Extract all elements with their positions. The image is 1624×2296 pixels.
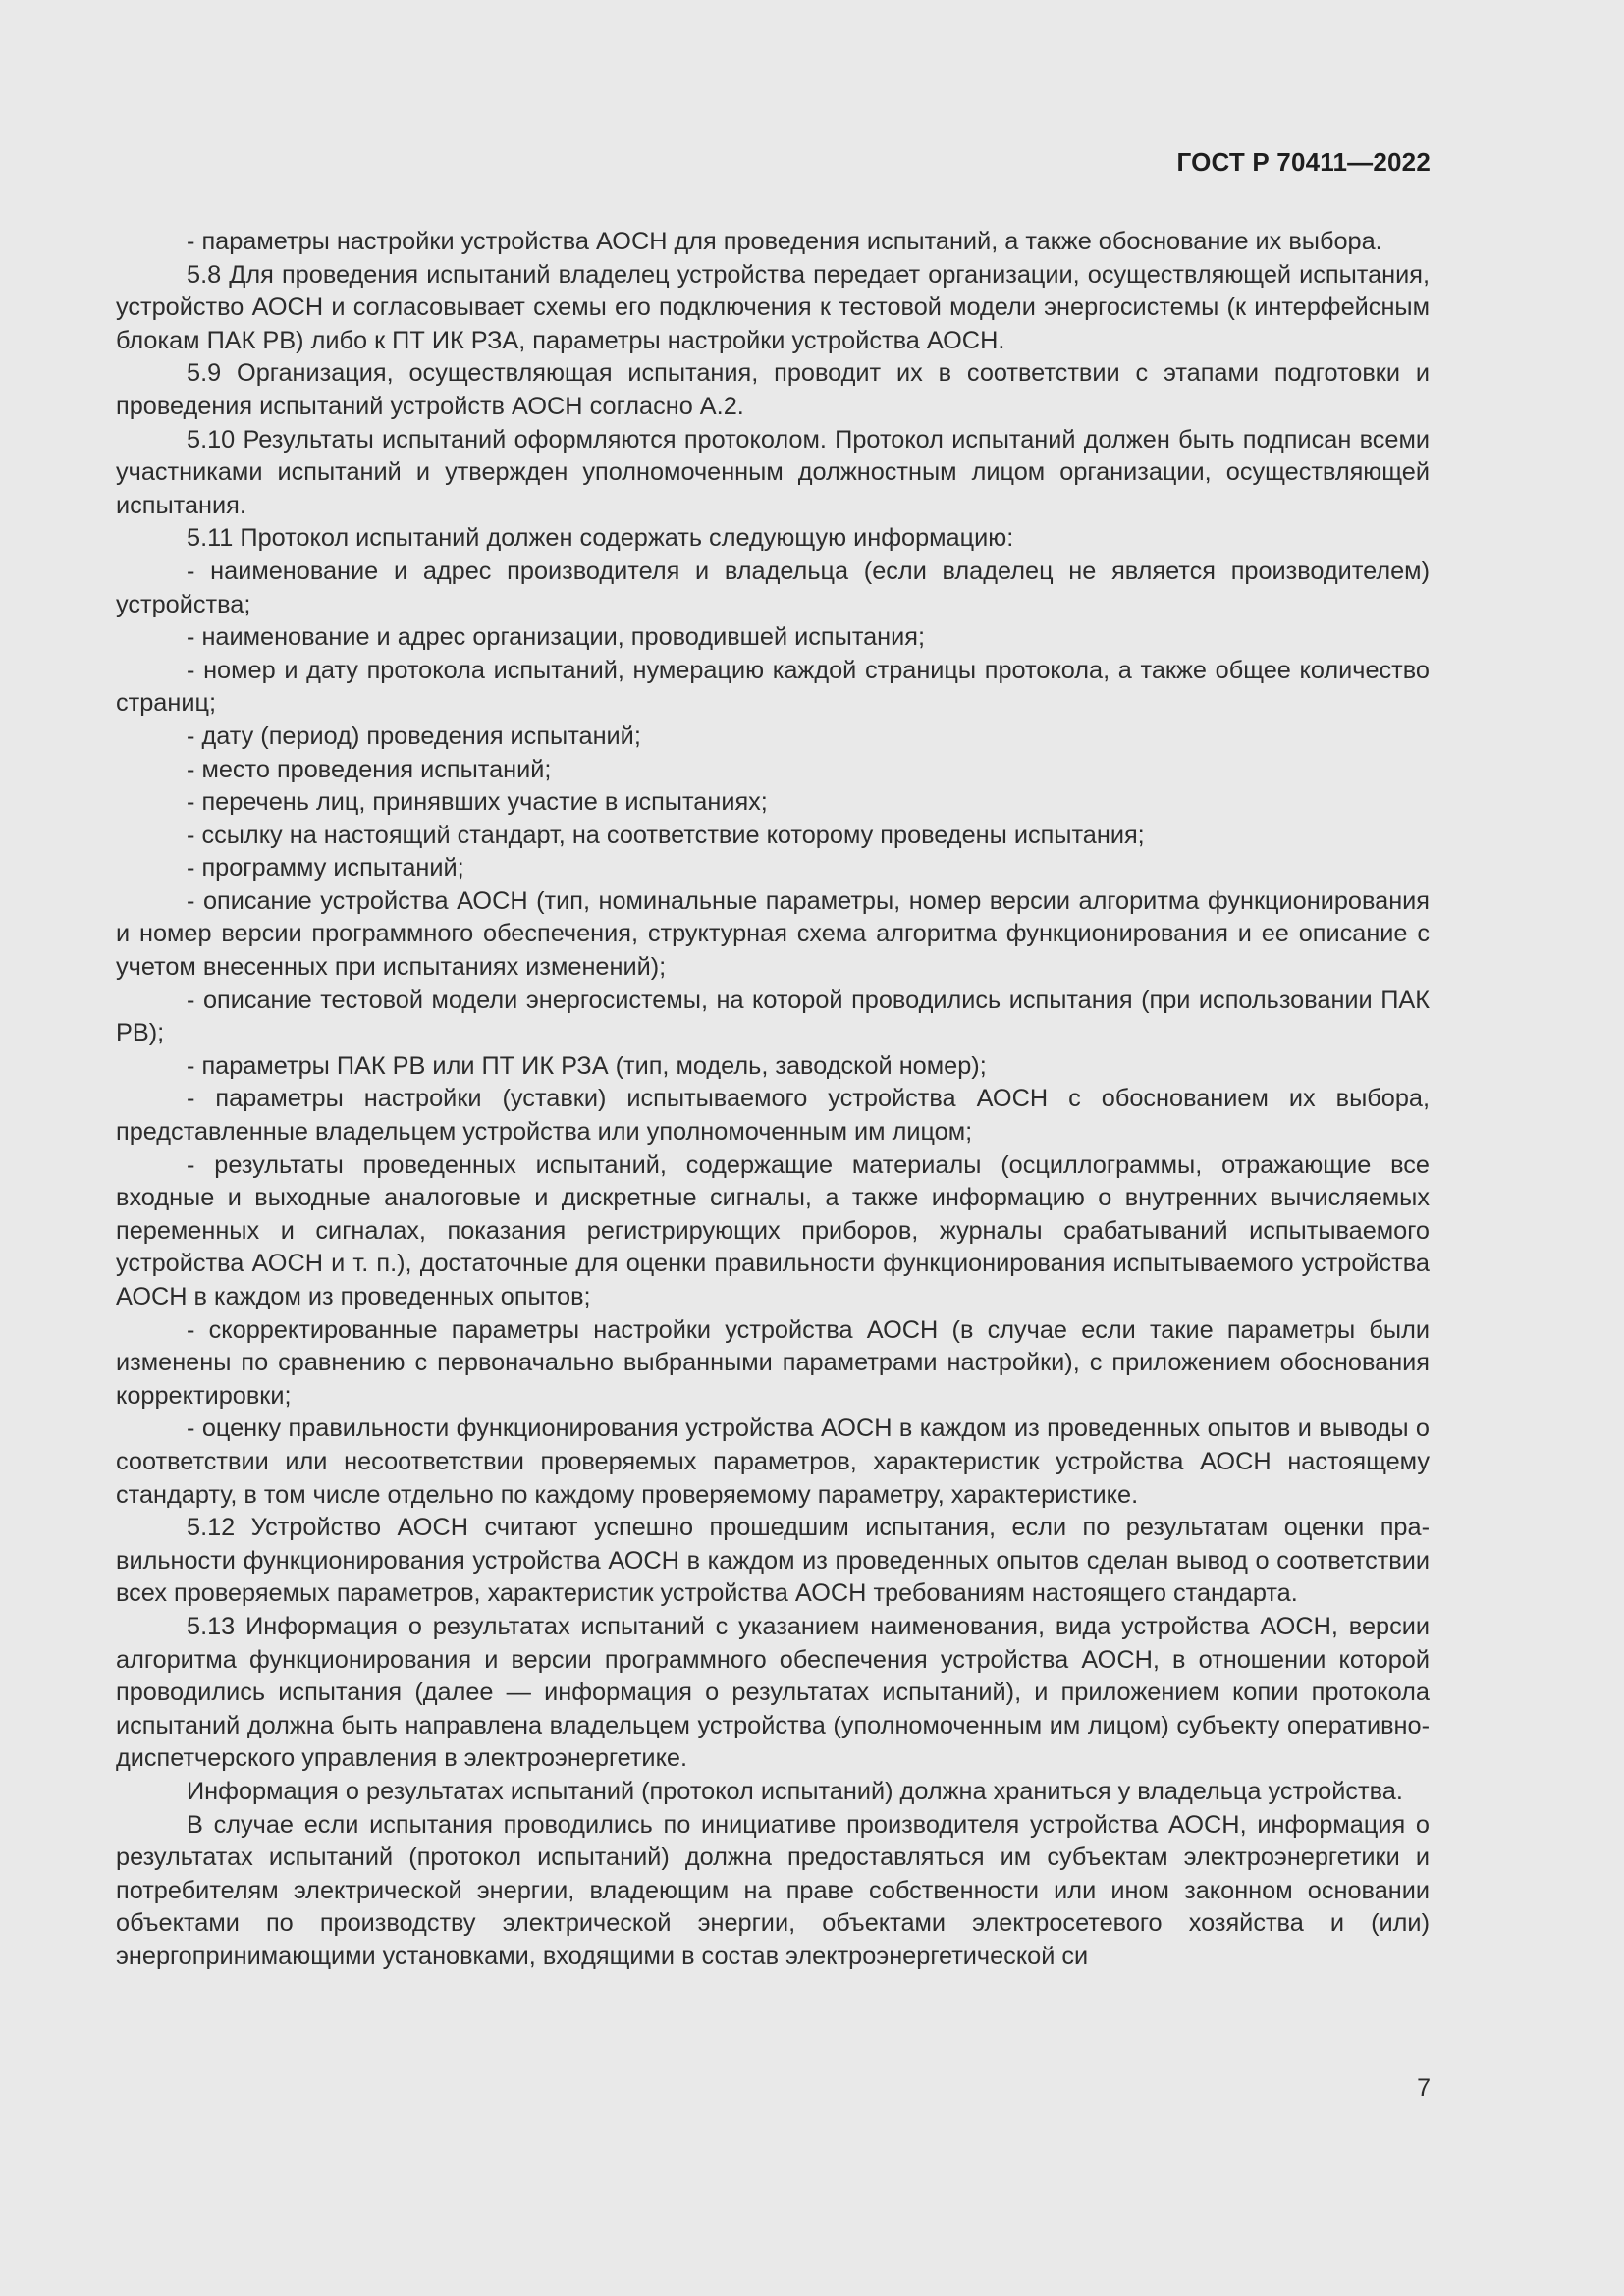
paragraph-test-settings-justification: - параметры настройки устройства АОСН для проведения испытаний, а также обоснование их выбора. [187,228,1382,255]
list-item-device-settings: - параметры настройки (уставки) испытываемого устройства АОСН с обоснованием их выбора, представленные владельцем устройства или уполномоченным им лицом; [116,1085,1430,1147]
document-body [116,226,1430,1973]
list-item-standard-reference: - ссылку на настоящий стандарт, на соответствие которому проведены испытания; [187,821,1145,849]
list-item-protocol-number-date: - номер и дату протокола испытаний, нумерацию каждой страницы протокола, а также общее количество страниц; [116,656,1430,718]
paragraph-manufacturer-initiative: В случае если испытания проводились по инициативе производителя устройства АОСН, информация о результатах испытаний (протокол испытаний) должна предоставляться им субъектам электроэнергетики и потребителям электрической энергии, владеющим на праве собственности или ином законном основании объектами по производству электрической энергии, объектами электросетевого хозяйства и (или) энергопринимающими установками, входящими в состав электроэнергетической си [116,1810,1430,1970]
list-item-test-results: - результаты проведенных испытаний, содержащие материалы (осциллограммы, отражающие все входные и выходные аналоговые и дискретные сигналы, а также информацию о внутренних вычисляемых переменных и сигналах, показания регистрирующих приборов, журналы срабатываний испытываемого устройства АОСН и т. п.), достаточные для оценки правильности функционирования испытываемого устройства АОСН в каждом из проведенных опытов; [116,1150,1430,1310]
list-item-test-program: - программу испытаний; [187,854,464,882]
paragraph-5-10: 5.10 Результаты испытаний оформляются протоколом. Протокол испытаний должен быть подписан всеми участниками испытаний и утвержден уполномоченным должностным лицом организации, осуществляющей испытания. [116,425,1430,519]
list-item-participants: - перечень лиц, принявших участие в испытаниях; [187,788,768,817]
list-item-equipment-parameters: - параметры ПАК РВ или ПТ ИК РЗА (тип, модель, заводской номер); [187,1051,987,1080]
list-item-corrected-settings: - скорректированные параметры настройки устройства АОСН (в случае если такие параметры были изменены по сравнению с первоначально выбранными параметрами настройки), с приложением обоснования корректировки; [116,1315,1430,1410]
list-item-test-place: - место проведения испытаний; [187,755,552,783]
list-item-test-model-description: - описание тестовой модели энергосистемы, на которой проводились испытания (при использовании ПАК РВ); [116,986,1430,1047]
list-item-testing-organization: - наименование и адрес организации, проводившей испытания; [187,623,926,652]
paragraph-5-13: 5.13 Информация о результатах испытаний с указанием наименования, вида устройства АОСН, версии алгоритма функционирования и версии программного обеспечения устройства АОСН, в отношении которой проводились испытания (далее — информация о результатах испытаний), и приложением копии протокола испытаний должна быть направлена владельцем устройства (уполномоченным им лицом) субъекту оперативно-диспетчерского управления в электроэнергетике. [116,1612,1430,1773]
list-item-device-description: - описание устройства АОСН (тип, номинальные параметры, номер версии алгоритма функционирования и номер версии программного обеспечения, структурная схема алгоритма функционирования и ее описание с учетом внесенных при испытаниях изменений); [116,886,1430,982]
page-number: 7 [1417,2074,1431,2102]
list-item-manufacturer-owner: - наименование и адрес производителя и владельца (если владелец не является производителем) устройства; [116,557,1430,618]
document-standard-code: ГОСТ Р 70411—2022 [1176,147,1431,177]
paragraph-5-8: 5.8 Для проведения испытаний владелец устройства передает организации, осуществляющей испытания, устройство АОСН и согласовывает схемы его подключения к тестовой модели энергосистемы (к интерфейсным блокам ПАК РВ) либо к ПТ ИК РЗА, параметры настройки устройства АОСН. [116,260,1430,354]
paragraph-5-11: 5.11 Протокол испытаний должен содержать следующую информацию: [187,524,1014,553]
list-item-test-period: - дату (период) проведения испытаний; [187,721,641,750]
paragraph-5-12: 5.12 Устройство АОСН считают успешно прошедшим испытания, если по результатам оценки правильности функционирования устройства АОСН в каждом из проведенных опытов сделан вывод о соответствии всех проверяемых параметров, характеристик устройства АОСН требованиям настоящего стандарта. [116,1514,1430,1608]
paragraph-5-9: 5.9 Организация, осуществляющая испытания, проводит их в соответствии с этапами подготовки и проведения испытаний устройств АОСН согласно А.2. [116,359,1430,420]
list-item-operation-assessment: - оценку правильности функционирования устройства АОСН в каждом из проведенных опытов и выводы о соответствии или несоответствии проверяемых параметров, характеристик устройства АОСН настоящему стандарту, в том числе отдельно по каждому проверяемому параметру, характеристике. [116,1415,1430,1509]
paragraph-results-storage: Информация о результатах испытаний (протокол испытаний) должна храниться у владельца устройства. [187,1777,1403,1805]
